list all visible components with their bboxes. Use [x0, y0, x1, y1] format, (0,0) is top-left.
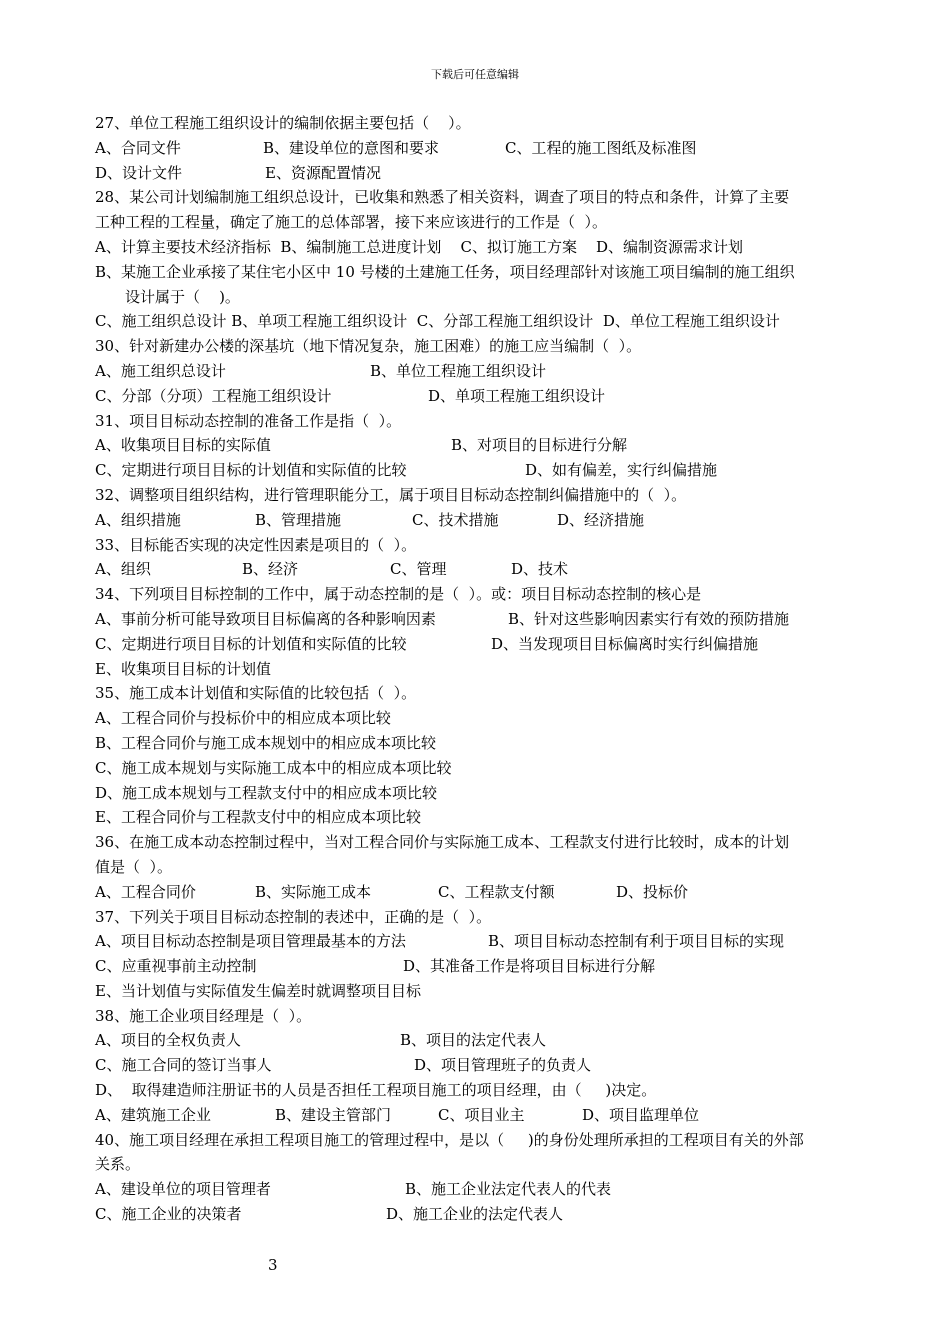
question-content — [95, 111, 870, 1227]
option-text: D、其准备工作是将项目目标进行分解 — [403, 957, 656, 976]
option-row — [95, 359, 870, 384]
question-line: 36、在施工成本动态控制过程中，当对工程合同价与实际施工成本、工程款支付进行比较时，成本的计划 — [95, 833, 790, 852]
option-text: C、工程的施工图纸及标准图 — [505, 138, 697, 157]
option-text: B、针对这些影响因素实行有效的预防措施 — [508, 609, 790, 628]
option-text: B、管理措施 — [255, 510, 342, 529]
option-text: C、工程款支付额 — [438, 882, 555, 901]
option-text: D、项目管理班子的负责人 — [414, 1056, 592, 1075]
question-line: 值是（ ）。 — [95, 857, 173, 876]
option-text: A、合同文件 — [95, 138, 181, 157]
question-line: A、计算主要技术经济指标 B、编制施工总进度计划 C、拟订施工方案 D、编制资源需求计划 — [95, 237, 744, 256]
question-line: 34、下列项目目标控制的工作中，属于动态控制的是（ ）。或：项目目标动态控制的核心是 — [95, 585, 702, 604]
option-text: D、投标价 — [616, 882, 689, 901]
option-text: D、如有偏差，实行纠偏措施 — [525, 461, 718, 480]
option-text: D、当发现项目目标偏离时实行纠偏措施 — [491, 634, 759, 653]
option-text: D、技术 — [511, 560, 569, 579]
page-header: 下载后可任意编辑 — [431, 68, 519, 81]
option-row — [95, 1053, 870, 1078]
question-line: E、当计划值与实际值发生偏差时就调整项目目标 — [95, 981, 421, 1000]
option-text: C、施工企业的决策者 — [95, 1205, 242, 1224]
option-text: B、施工企业法定代表人的代表 — [405, 1180, 612, 1199]
option-text: C、项目业主 — [438, 1105, 525, 1124]
option-row — [95, 433, 870, 458]
option-text: B、项目的法定代表人 — [400, 1031, 547, 1050]
question-line: 35、施工成本计划值和实际值的比较包括（ ）。 — [95, 684, 417, 703]
option-row — [95, 161, 870, 186]
question-line: B、某施工企业承接了某住宅小区中 10 号楼的土建施工任务，项目经理部针对该施工项目编制的施工组织 — [95, 262, 795, 281]
option-text: C、定期进行项目目标的计划值和实际值的比较 — [95, 634, 407, 653]
option-row — [95, 1202, 870, 1227]
question-line: C、施工成本规划与实际施工成本中的相应成本项比较 — [95, 758, 452, 777]
option-text: B、实际施工成本 — [255, 882, 372, 901]
option-text: E、资源配置情况 — [265, 163, 381, 182]
question-line: 30、针对新建办公楼的深基坑（地下情况复杂，施工困难）的施工应当编制（ ）。 — [95, 337, 642, 356]
question-line: 38、施工企业项目经理是（ ）。 — [95, 1006, 312, 1025]
option-text: A、组织 — [95, 560, 151, 579]
option-text: B、建设主管部门 — [275, 1105, 392, 1124]
question-line: 28、某公司计划编制施工组织总设计，已收集和熟悉了相关资料，调查了项目的特点和条件，计算了主要 — [95, 188, 790, 207]
option-row — [95, 954, 870, 979]
page-number: 3 — [268, 1256, 278, 1274]
option-text: A、项目的全权负责人 — [95, 1031, 241, 1050]
option-text: B、项目目标动态控制有利于项目目标的实现 — [488, 932, 785, 951]
option-row — [95, 929, 870, 954]
option-text: D、施工企业的法定代表人 — [386, 1205, 564, 1224]
option-row — [95, 1103, 870, 1128]
option-text: A、工程合同价 — [95, 882, 196, 901]
option-row — [95, 607, 870, 632]
question-line: C、施工组织总设计 B、单项工程施工组织设计 C、分部工程施工组织设计 D、单位工程施工组织设计 — [95, 312, 780, 331]
option-text: D、单项工程施工组织设计 — [428, 386, 606, 405]
option-text: A、事前分析可能导致项目目标偏离的各种影响因素 — [95, 609, 436, 628]
question-line: E、工程合同价与工程款支付中的相应成本项比较 — [95, 808, 421, 827]
option-text: D、设计文件 — [95, 163, 183, 182]
option-text: B、建设单位的意图和要求 — [263, 138, 440, 157]
question-line: 32、调整项目组织结构，进行管理职能分工，属于项目目标动态控制纠偏措施中的（ ）。 — [95, 485, 687, 504]
option-text: D、项目监理单位 — [582, 1105, 700, 1124]
option-text: A、施工组织总设计 — [95, 361, 226, 380]
question-line: D、 取得建造师注册证书的人员是否担任工程项目施工的项目经理，由（ )决定。 — [95, 1081, 657, 1100]
question-line: 工种工程的工程量，确定了施工的总体部署，接下来应该进行的工作是（ ）。 — [95, 213, 608, 232]
question-line: D、施工成本规划与工程款支付中的相应成本项比较 — [95, 783, 438, 802]
option-text: A、建设单位的项目管理者 — [95, 1180, 271, 1199]
question-line: 关系。 — [95, 1155, 141, 1174]
option-row — [95, 508, 870, 533]
question-line: 40、施工项目经理在承担工程项目施工的管理过程中，是以（ )的身份处理所承担的工程项目有关的外部 — [95, 1130, 804, 1149]
option-row — [95, 1177, 870, 1202]
question-line: E、收集项目目标的计划值 — [95, 659, 271, 678]
question-line: 31、项目目标动态控制的准备工作是指（ ）。 — [95, 411, 402, 430]
question-line: 33、目标能否实现的决定性因素是项目的（ ）。 — [95, 535, 417, 554]
option-text: A、项目目标动态控制是项目管理最基本的方法 — [95, 932, 406, 951]
option-text: A、建筑施工企业 — [95, 1105, 211, 1124]
question-line: B、工程合同价与施工成本规划中的相应成本项比较 — [95, 733, 437, 752]
option-text: A、收集项目目标的实际值 — [95, 436, 271, 455]
option-row — [95, 632, 870, 657]
option-text: B、对项目的目标进行分解 — [451, 436, 628, 455]
option-row — [95, 1028, 870, 1053]
option-row — [95, 384, 870, 409]
option-text: C、应重视事前主动控制 — [95, 957, 257, 976]
question-line: A、工程合同价与投标价中的相应成本项比较 — [95, 709, 391, 728]
question-line: 27、单位工程施工组织设计的编制依据主要包括（ ）。 — [95, 114, 471, 132]
option-row — [95, 557, 870, 582]
option-text: C、施工合同的签订当事人 — [95, 1056, 272, 1075]
option-text: B、单位工程施工组织设计 — [370, 361, 547, 380]
option-row — [95, 136, 870, 161]
option-text: C、定期进行项目目标的计划值和实际值的比较 — [95, 461, 407, 480]
option-text: C、技术措施 — [412, 510, 499, 529]
option-row — [95, 880, 870, 905]
question-line: 37、下列关于项目目标动态控制的表述中，正确的是（ ）。 — [95, 907, 492, 926]
option-text: A、组织措施 — [95, 510, 181, 529]
option-text: C、管理 — [390, 560, 447, 579]
option-text: C、分部（分项）工程施工组织设计 — [95, 386, 332, 405]
option-text: B、经济 — [242, 560, 299, 579]
question-line: 设计属于（ )。 — [125, 287, 240, 306]
option-text: D、经济措施 — [557, 510, 645, 529]
option-row — [95, 458, 870, 483]
